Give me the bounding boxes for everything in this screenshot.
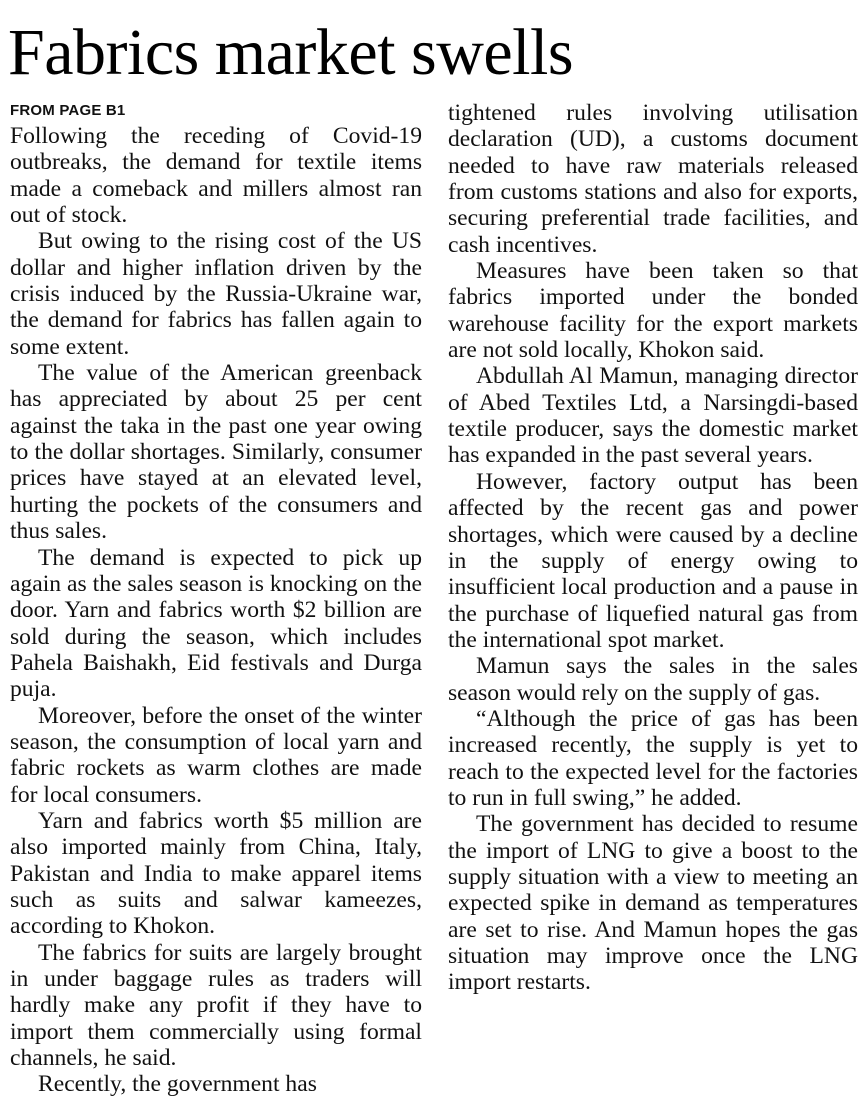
article-headline: Fabrics market swells bbox=[8, 16, 574, 89]
paragraph: However, factory output has been affected by the recent gas and power shortages, which were caused by a decline in the supply of energy owing to insufficient local production and a pause in the purchase of liquefied natural gas from the international spot market. bbox=[448, 468, 858, 653]
paragraph: Mamun says the sales in the sales season would rely on the supply of gas. bbox=[448, 653, 858, 706]
article-column-right bbox=[448, 100, 858, 996]
paragraph: Measures have been taken so that fabrics imported under the bonded warehouse facility for the export markets are not sold locally, Khokon said. bbox=[448, 258, 858, 364]
paragraph: Recently, the government has bbox=[38, 1071, 317, 1098]
paragraph: But owing to the rising cost of the US dollar and higher inflation driven by the crisis induced by the Russia-Ukraine war, the demand for fabrics has fallen again to some extent. bbox=[10, 228, 422, 360]
paragraph: The demand is expected to pick up again as the sales season is knocking on the door. Yarn and fabrics worth $2 billion are sold during the season, which includes Pahela Baishakh, Eid festivals and Durga puja. bbox=[10, 544, 422, 703]
paragraph: The value of the American greenback has appreciated by about 25 per cent against the taka in the past one year owing to the dollar shortages. Similarly, consumer prices have stayed at an elevated level, hurting the pockets of the consumers and thus sales. bbox=[10, 360, 422, 545]
paragraph: The fabrics for suits are largely brought in under baggage rules as traders will hardly make any profit if they have to import them commercially using formal channels, he said. bbox=[10, 939, 422, 1072]
paragraph: “Although the price of gas has been increased recently, the supply is yet to reach to the expected level for the factories to run in full swing,” he added. bbox=[448, 705, 858, 811]
article-column-left bbox=[10, 100, 422, 1098]
paragraph: Moreover, before the onset of the winter season, the consumption of local yarn and fabric rockets as warm clothes are made for local consumers. bbox=[10, 702, 422, 808]
continued-from-label: FROM PAGE B1 bbox=[10, 102, 126, 119]
paragraph: Yarn and fabrics worth $5 million are also imported mainly from China, Italy, Pakistan and India to make apparel items such as suits and salwar kameezes, according to Khokon. bbox=[10, 807, 422, 940]
paragraph: The government has decided to resume the import of LNG to give a boost to the supply situation with a view to meeting an expected spike in demand as temperatures are set to rise. And Mamun hopes the gas situation may improve once the LNG import restarts. bbox=[448, 811, 858, 996]
paragraph: Following the receding of Covid-19 outbreaks, the demand for textile items made a comeback and millers almost ran out of stock. bbox=[10, 123, 422, 229]
paragraph: tightened rules involving utilisation declaration (UD), a customs document needed to have raw materials released from customs stations and also for exports, securing preferential trade facilities, and cash incentives. bbox=[448, 100, 858, 258]
paragraph: Abdullah Al Mamun, managing director of Abed Textiles Ltd, a Narsingdi-based textile producer, says the domestic market has expanded in the past several years. bbox=[448, 363, 858, 469]
